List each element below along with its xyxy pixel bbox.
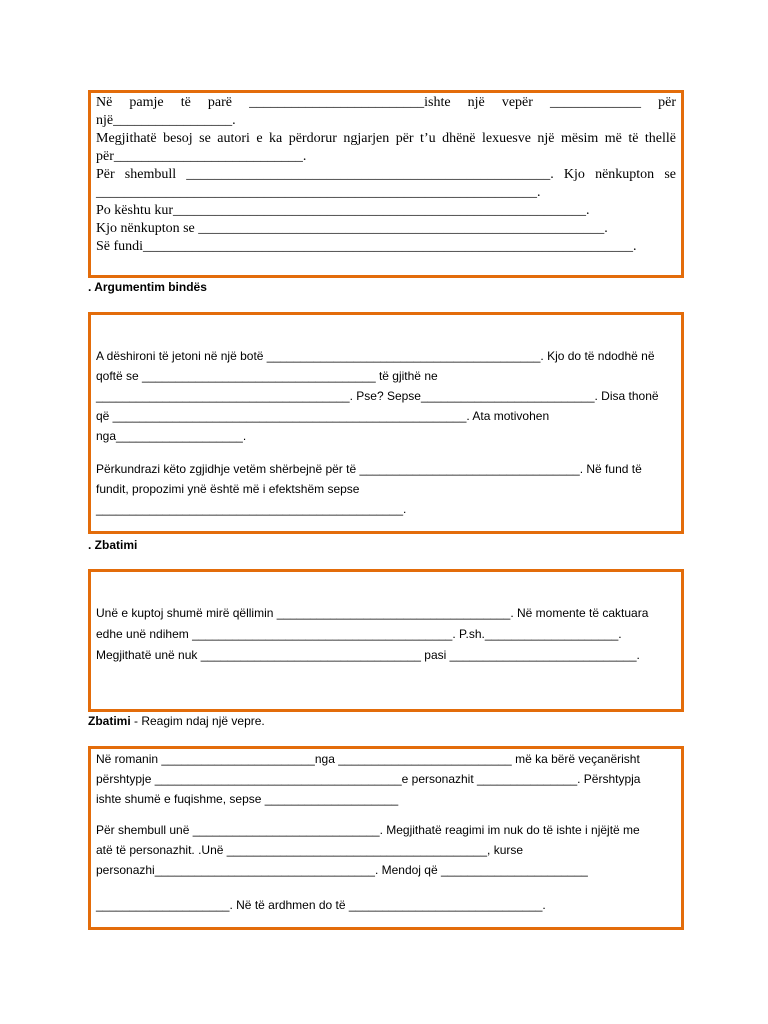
section-heading-zbatimi: . Zbatimi	[88, 538, 138, 552]
fill-in-line: Për shembull ____________________________________________________. Kjo nënkupton se	[96, 167, 676, 182]
fill-in-line: fundit, propozimi ynë është më i efektshëm sepse	[96, 482, 360, 496]
worksheet-box-argumentim	[88, 312, 684, 534]
fill-in-line: personazhi_________________________________. Mendoj që ______________________	[96, 863, 588, 877]
fill-in-line: që _____________________________________________________. Ata motivohen	[96, 409, 550, 423]
fill-in-line: për___________________________.	[96, 149, 307, 164]
fill-in-line: Megjithatë unë nuk _________________________________ pasi ____________________________.	[96, 648, 640, 662]
fill-in-line: ishte shumë e fuqishme, sepse ____________________	[96, 792, 399, 806]
paragraph	[96, 820, 676, 880]
worksheet-box-intro	[88, 90, 684, 278]
fill-in-line: Në romanin _______________________nga __________________________ më ka bërë veçanërisht	[96, 752, 640, 766]
paragraph	[96, 459, 676, 519]
fill-in-line: A dëshironi të jetoni në një botë _________________________________________. Kjo do të ndodhë në	[96, 349, 655, 363]
heading-bold-part: Zbatimi	[88, 714, 131, 728]
paragraph	[96, 346, 676, 446]
fill-in-line: _______________________________________________________________.	[96, 185, 541, 200]
fill-in-line: një_________________.	[96, 113, 236, 128]
paragraph	[96, 749, 676, 809]
fill-in-line: Për shembull unë ____________________________. Megjithatë reagimi im nuk do të ishte i njëjtë me	[96, 823, 640, 837]
fill-in-line: atë të personazhit. .Unë _______________________________________, kurse	[96, 843, 524, 857]
fill-in-line: qoftë se ___________________________________ të gjithë ne	[96, 369, 438, 383]
fill-in-line: ____________________. Në të ardhmen do të _____________________________.	[96, 898, 546, 912]
heading-rest-part: - Reagim ndaj një vepre.	[130, 714, 265, 728]
section-heading-reagim	[88, 713, 265, 729]
paragraph	[96, 895, 676, 915]
fill-in-line: Përkundrazi këto zgjidhje vetëm shërbejnë për të _________________________________. Në fund të	[96, 462, 642, 476]
fill-in-line: nga___________________.	[96, 429, 247, 443]
worksheet-box-zbatimi	[88, 569, 684, 712]
fill-in-line: përshtypje _____________________________________e personazhit _______________. Përshtypja	[96, 772, 641, 786]
fill-in-line: edhe unë ndihem _______________________________________. P.sh.____________________.	[96, 627, 622, 641]
fill-in-line: Unë e kuptoj shumë mirë qëllimin ___________________________________. Në momente të caktuara	[96, 606, 649, 620]
worksheet-box-reagim	[88, 746, 684, 930]
fill-in-line: ______________________________________________.	[96, 502, 407, 516]
fill-in-line: Së fundi______________________________________________________________________.	[96, 239, 637, 254]
fill-in-line: Në pamje të parë _________________________ishte një vepër _____________ për	[96, 95, 676, 110]
fill-in-line: Po kështu kur___________________________________________________________.	[96, 203, 590, 218]
fill-in-line: ______________________________________. Pse? Sepse__________________________. Disa thonë	[96, 389, 659, 403]
fill-in-line: Megjithatë besoj se autori e ka përdorur ngjarjen për t’u dhënë lexuesve një mësim më të thellë	[96, 131, 676, 146]
fill-in-line: Kjo nënkupton se __________________________________________________________.	[96, 221, 608, 236]
section-heading-argumentim: . Argumentim bindës	[88, 280, 207, 294]
